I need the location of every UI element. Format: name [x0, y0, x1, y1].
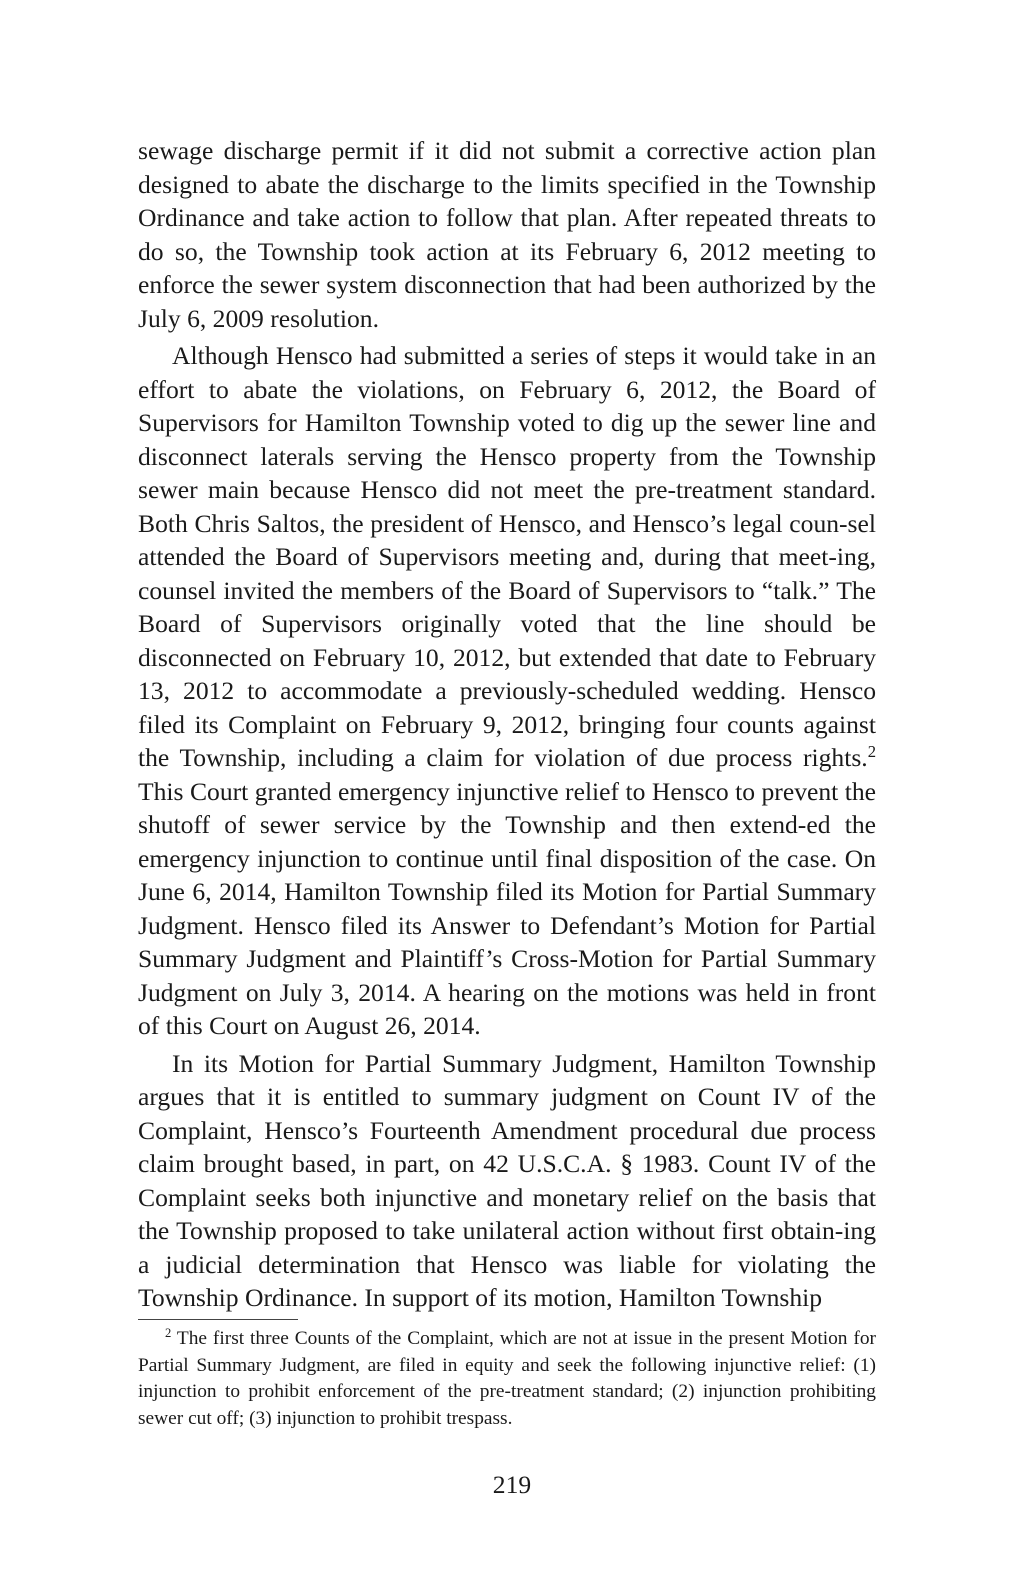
footnotes [138, 1326, 876, 1432]
paragraph-continuation: sewage discharge permit if it did not submit a corrective action plan designed to abate the discharge to the limits specified in the Township Ordinance and take action to follow that plan. After repeated threats to do so, the Township took action at its February 6, 2012 meeting to enforce the sewer system disconnection that had been authorized by the July 6, 2009 resolution. [138, 136, 876, 333]
paragraph-procedural-history [138, 339, 876, 1043]
paragraph-procedural-history-text-before: Although Hensco had submitted a series of steps it would take in an effort to abate the violations, on February 6, 2012, the Board of Supervisors for Hamilton Township voted to dig up the sewer line and disconnect laterals serving the Hensco property from the Township sewer main because Hensco did not meet the pre-treatment standard. Both Chris Saltos, the president of Hensco, and Hensco’s legal coun-sel attended the Board of Supervisors meeting and, during that meet-ing, counsel invited the members of the Board of Supervisors to “talk.” The Board of Supervisors originally voted that the line should be disconnected on February 10, 2012, but extended that date to February 13, 2012 to accommodate a previously-scheduled wedding. Hensco filed its Complaint on February 9, 2012, bringing four counts against the Township, including a claim for violation of due process rights. [138, 341, 876, 772]
page-body [138, 134, 876, 1319]
footnote-divider [138, 1319, 298, 1320]
footnote-reference[interactable]: 2 [867, 741, 876, 761]
page-number: 219 [492, 1470, 532, 1499]
paragraph-procedural-history-text-after: This Court granted emergency injunctive relief to Hensco to prevent the shutoff of sewer service by the Township and then extend-ed the emergency injunction to continue until final disposition of the case. On June 6, 2014, Hamilton Township filed its Motion for Partial Summary Judgment. Hensco filed its Answer to Defendant’s Motion for Partial Summary Judgment and Plaintiff’s Cross-Motion for Partial Summary Judgment on July 3, 2014. A hearing on the motions was held in front of this Court on August 26, 2014. [138, 776, 876, 1040]
footnote-text: The first three Counts of the Complaint, which are not at issue in the present Motion for Partial Summary Judgment, are filed in equity and seek the following injunctive relief: (1) injunction to prohibit enforcement of the pre-treatment standard; (2) injunction prohibiting sewer cut off; (3) injunction to prohibit trespass. [138, 1328, 876, 1429]
footnote-marker: 2 [165, 1326, 172, 1341]
paragraph-motion-argument: In its Motion for Partial Summary Judgment, Hamilton Township argues that it is entitled to summary judgment on Count IV of the Complaint, Hensco’s Fourteenth Amendment procedural due process claim brought based, in part, on 42 U.S.C.A. § 1983. Count IV of the Complaint seeks both injunctive and monetary relief on the basis that the Township proposed to take unilateral action without first obtain-ing a judicial determination that Hensco was liable for violating the Township Ordinance. In support of its motion, Hamilton Township [138, 1048, 876, 1312]
footnote-2 [138, 1326, 876, 1432]
